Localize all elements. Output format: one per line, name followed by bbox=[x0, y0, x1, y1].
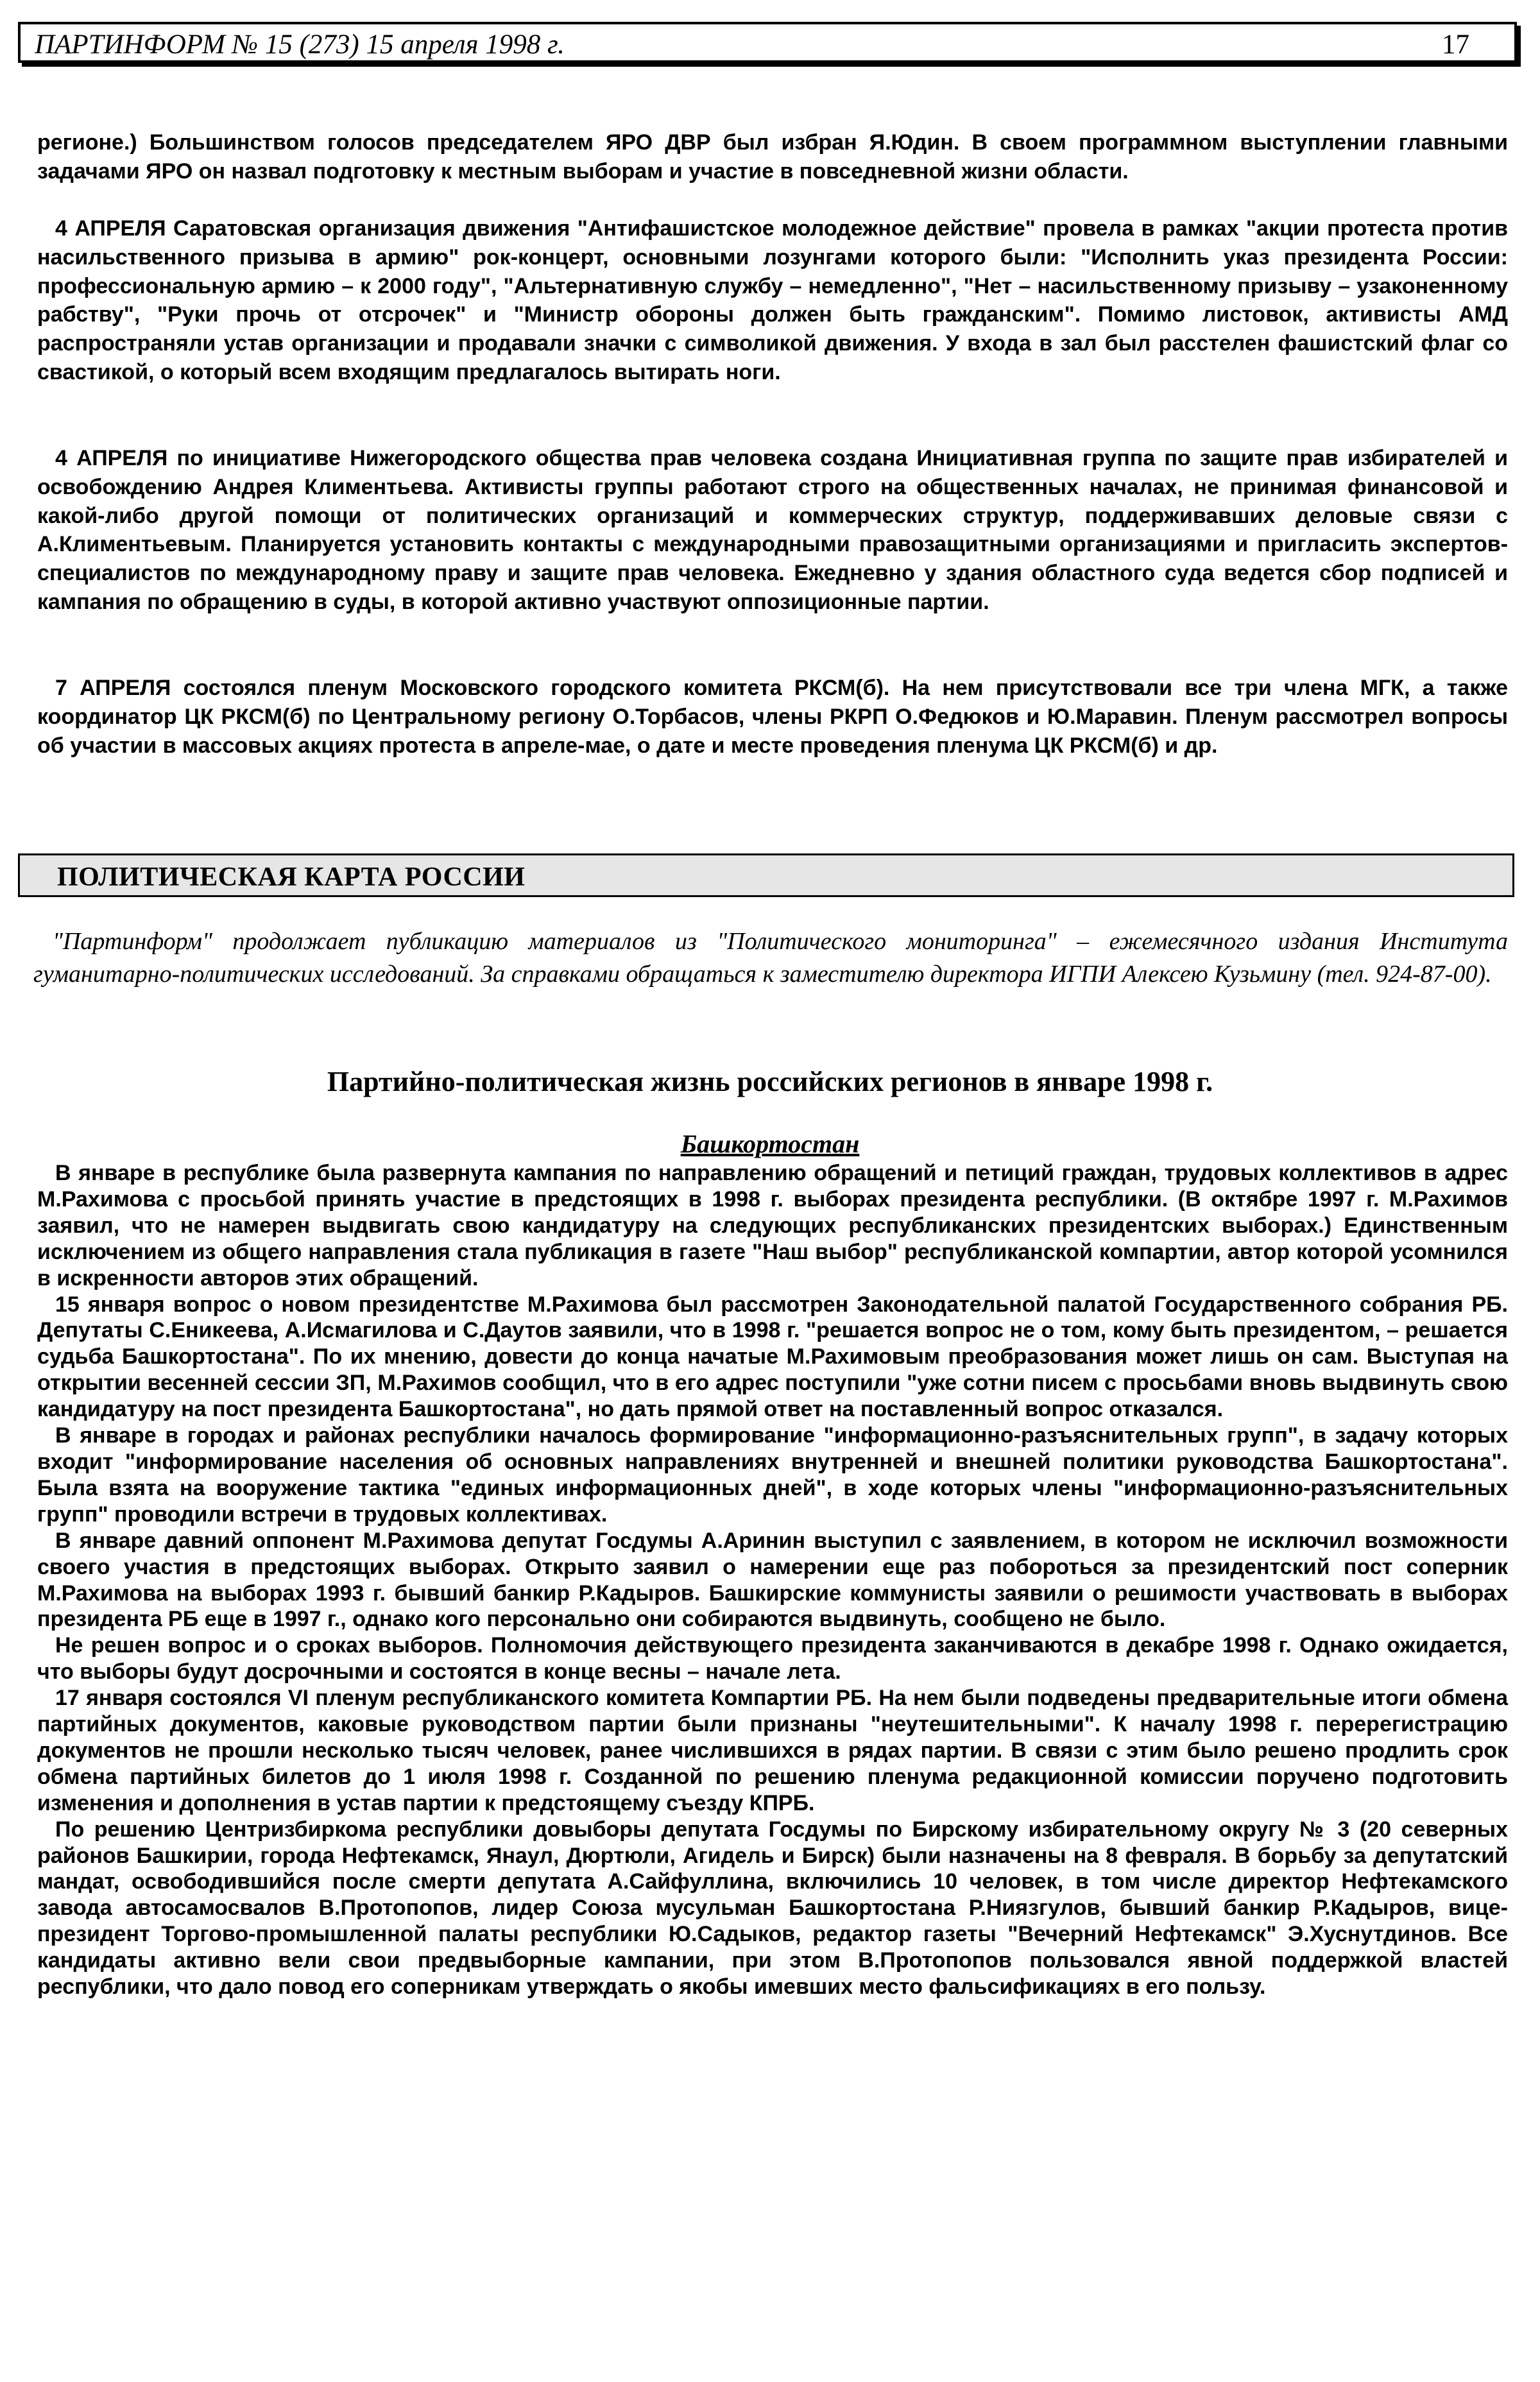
article-paragraph: 15 января вопрос о новом президентстве М.Рахимова был рассмотрен Законодательной палатой Государственного собрания РБ. Депутаты С.Еникеева, А.Исмагилова и С.Даутов заявили, что в 1998 г. "решается вопрос не о том, кому быть президентом, – решается судьба Башкортостана". По их мнению, довести до конца начатые М.Рахимовым преобразования может лишь он сам. Выступая на открытии весенней сессии ЗП, М.Рахимов сообщил, что в его адрес поступили "уже сотни писем с просьбами вновь выдвинуть свою кандидатуру на пост президента Башкортостана", но дать прямой ответ на поставленный вопрос отказался. bbox=[37, 1292, 1508, 1422]
article-paragraph: По решению Центризбиркома республики довыборы депутата Госдумы по Бирскому избирательному округу № 3 (20 северных районов Башкирии, города Нефтекамск, Янаул, Дюртюли, Агидель и Бирск) были назначены на 8 февраля. В борьбу за депутатский мандат, освободившийся после смерти депутата А.Сайфуллина, включились 10 человек, в том числе директор Нефтекамского завода автосамосвалов В.Протопопов, лидер Союза мусульман Башкортостана Р.Ниязгулов, бывший банкир Р.Кадыров, вице-президент Торгово-промышленной палаты республики Ю.Садыков, редактор газеты "Вечерний Нефтекамск" Э.Хуснутдинов. Все кандидаты активно вели свои предвыборные кампании, при этом В.Протопопов пользовался явной поддержкой властей республики, что дало повод его соперникам утверждать о якобы имевших место фальсификациях в его пользу. bbox=[37, 1817, 1508, 2000]
section-intro bbox=[33, 925, 1508, 991]
news-item-continuation bbox=[37, 128, 1508, 186]
article-paragraph: 17 января состоялся VI пленум республиканского комитета Компартии РБ. На нем были подведены предварительные итоги обмена партийных документов, каковые руководством партии были признаны "неутешительными". К началу 1998 г. перерегистрацию документов не прошли несколько тысяч человек, ранее числившихся в рядах партии. В связи с этим было решено продлить срок обмена партийных билетов до 1 июля 1998 г. Созданной по решению пленума редакционной комиссии поручено подготовить изменения и дополнения в устав партии к предстоящему съезду КПРБ. bbox=[37, 1686, 1508, 1815]
news-text: регионе.) Большинством голосов председателем ЯРО ДВР был избран Я.Юдин. В своем программном выступлении главными задачами ЯРО он назвал подготовку к местным выборам и участие в повседневной жизни области. bbox=[37, 130, 1508, 184]
article-title: Партийно-политическая жизнь российских регионов в январе 1998 г. bbox=[327, 1066, 1213, 1097]
publication-title: ПАРТИНФОРМ № 15 (273) 15 апреля 1998 г. bbox=[35, 30, 565, 60]
section-header-bar bbox=[18, 853, 1514, 897]
news-item bbox=[37, 674, 1508, 760]
article-paragraph: В январе в республике была развернута кампания по направлению обращений и петиций граждан, трудовых коллективов в адрес М.Рахимова с просьбой принять участие в предстоящих в 1998 г. выборах президента республики. (В октябре 1997 г. М.Рахимов заявил, что не намерен выдвигать свою кандидатуру на следующих республиканских президентских выборах.) Единственным исключением из общего направления стала публикация в газете "Наш выбор" республиканской компартии, автор которой усомнился в искренности авторов этих обращений. bbox=[37, 1161, 1508, 1290]
page-number: 17 bbox=[1442, 30, 1469, 60]
news-item bbox=[37, 444, 1508, 617]
article-paragraph: Не решен вопрос и о сроках выборов. Полномочия действующего президента заканчиваются в декабре 1998 г. Однако ожидается, что выборы будут досрочными и состоятся в конце весны – начале лета. bbox=[37, 1633, 1508, 1684]
page-header bbox=[18, 22, 1517, 63]
news-item bbox=[37, 214, 1508, 387]
article-paragraph: В январе давний оппонент М.Рахимова депутат Госдумы А.Аринин выступил с заявлением, в котором не исключил возможности своего участия в предстоящих выборах. Открыто заявил о намерении еще раз побороться за президентский пост соперник М.Рахимова на выборах 1993 г. бывший банкир Р.Кадыров. Башкирские коммунисты заявили о решимости участвовать в выборах президента РБ еще в 1997 г., однако кого персонально они собираются выдвинуть, сообщено не было. bbox=[37, 1528, 1508, 1632]
news-date: 7 АПРЕЛЯ bbox=[55, 676, 171, 700]
section-intro-text: "Партинформ" продолжает публикацию материалов из "Политического мониторинга" – ежемесячного издания Института гуманитарно-политических исследований. За справками обращаться к заместителю директора ИГПИ Алексею Кузьмину (тел. 924-87-00). bbox=[33, 928, 1508, 988]
news-text: по инициативе Нижегородского общества прав человека создана Инициативная группа по защите прав избирателей и освобождению Андрея Климентьева. Активисты группы работают строго на общественных началах, не принимая финансовой и какой-либо другой помощи от политических организаций и коммерческих структур, поддерживавших деловые связи с А.Климентьевым. Планируется установить контакты с международными правозащитными организациями и пригласить экспертов-специалистов по международному праву и защите прав человека. Ежедневно у здания областного суда ведется сбор подписей и кампания по обращению в суды, в которой активно участвуют оппозиционные партии. bbox=[37, 446, 1508, 614]
news-text: состоялся пленум Московского городского комитета РКСМ(б). На нем присутствовали все три члена МГК, а также координатор ЦК РКСМ(б) по Центральному региону О.Торбасов, члены РКРП О.Федюков и Ю.Маравин. Пленум рассмотрел вопросы об участии в массовых акциях протеста в апреле-мае, о дате и месте проведения пленума ЦК РКСМ(б) и др. bbox=[37, 676, 1508, 758]
news-date: 4 АПРЕЛЯ bbox=[55, 216, 166, 241]
article-paragraph: В январе в городах и районах республики началось формирование "информационно-разъяснительных групп", в задачу которых входит "информирование населения об основных направлениях внутренней и внешней политики руководства Башкортостана". Была взята на вооружение тактика "единых информационных дней", в ходе которых члены "информационно-разъяснительных групп" проводили встречи в трудовых коллективах. bbox=[37, 1423, 1508, 1527]
article-body bbox=[37, 1160, 1508, 2000]
news-date: 4 АПРЕЛЯ bbox=[55, 446, 168, 470]
region-heading: Башкортостан bbox=[680, 1129, 860, 1158]
section-title: ПОЛИТИЧЕСКАЯ КАРТА РОССИИ bbox=[57, 862, 526, 892]
news-text: Саратовская организация движения "Антифашистское молодежное действие" провела в рамках "акции протеста против насильственного призыва в армию" рок-концерт, основными лозунгами которого были: "Исполнить указ президента России: профессиональную армию – к 2000 году", "Альтернативную службу – немедленно", "Нет – насильственному призыву – узаконенному рабству", "Руки прочь от отсрочек" и "Министр обороны должен быть гражданским". Помимо листовок, активисты АМД распространяли устав организации и продавали значки с символикой движения. У входа в зал был расстелен фашистский флаг со свастикой, о который всем входящим предлагалось вытирать ноги. bbox=[37, 216, 1508, 384]
